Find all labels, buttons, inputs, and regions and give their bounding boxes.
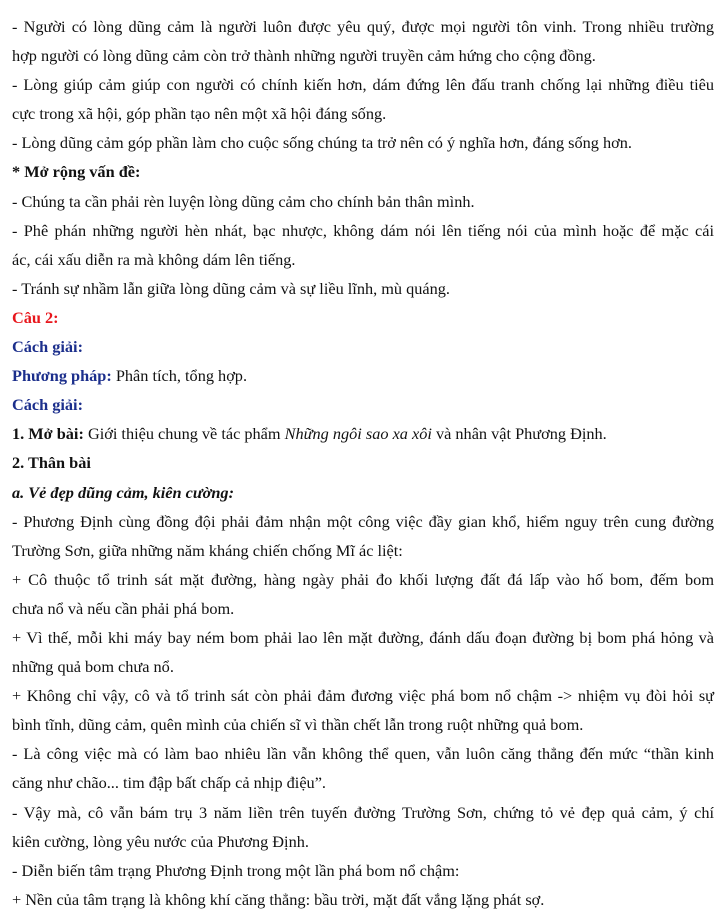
text-line xyxy=(12,157,714,186)
text-line xyxy=(12,216,714,245)
text-line xyxy=(12,885,714,914)
text-red-segment: Câu 2: xyxy=(12,307,59,327)
text-line xyxy=(12,99,714,128)
text-segment: Giới thiệu chung về tác phẩm xyxy=(83,424,285,444)
text-line xyxy=(12,798,714,827)
text-segment: Phân tích, tổng hợp. xyxy=(111,366,248,386)
text-segment: và nhân vật Phương Định. xyxy=(431,424,607,444)
text-segment: ác, cái xấu diễn ra mà không dám lên tiếng. xyxy=(12,249,296,269)
text-line xyxy=(12,478,714,507)
text-line xyxy=(12,274,714,303)
text-blue-segment: Cách giải: xyxy=(12,337,83,357)
text-line xyxy=(12,507,714,536)
text-line xyxy=(12,187,714,216)
text-bi-segment: a. Vẻ đẹp dũng cảm, kiên cường: xyxy=(12,482,234,502)
text-line xyxy=(12,70,714,99)
text-segment: - Phê phán những người hèn nhát, bạc nhược, không dám nói lên tiếng nói của mình hoặc để mặc cái xyxy=(12,220,714,240)
text-segment: chưa nổ và nếu cần phải phá bom. xyxy=(12,598,235,618)
text-line xyxy=(12,128,714,157)
text-segment: + Cô thuộc tổ trinh sát mặt đường, hàng ngày phải đo khối lượng đất đá lấp vào hố bom, đếm bom xyxy=(12,569,714,589)
text-line xyxy=(12,12,714,41)
text-line xyxy=(12,303,714,332)
text-bold-segment: 1. Mở bài: xyxy=(12,424,84,444)
text-segment: + Vì thế, mỗi khi máy bay ném bom phải lao lên mặt đường, đánh dấu đoạn đường bị bom phá hỏng và xyxy=(12,627,714,647)
text-line xyxy=(12,827,714,856)
text-line xyxy=(12,565,714,594)
text-segment: + Nền của tâm trạng là không khí căng thẳng: bầu trời, mặt đất vắng lặng phát sợ. xyxy=(12,889,545,909)
text-segment: - Diễn biến tâm trạng Phương Định trong một lần phá bom nổ chậm: xyxy=(12,860,460,880)
text-line xyxy=(12,448,714,477)
text-segment: - Người có lòng dũng cảm là người luôn được yêu quý, được mọi người tôn vinh. Trong nhiều trường xyxy=(12,17,714,36)
text-line xyxy=(12,536,714,565)
text-line xyxy=(12,739,714,768)
text-segment: hợp người có lòng dũng cảm còn trở thành những người truyền cảm hứng cho cộng đồng. xyxy=(12,46,596,66)
text-line xyxy=(12,623,714,652)
text-line xyxy=(12,41,714,70)
text-line xyxy=(12,594,714,623)
text-bold-segment: 2. Thân bài xyxy=(12,453,91,473)
text-segment: - Là công việc mà có làm bao nhiêu lần vẫn không thể quen, vẫn luôn căng thẳng đến mức “thần kinh xyxy=(12,744,714,764)
text-line xyxy=(12,681,714,710)
text-segment: - Vậy mà, cô vẫn bám trụ 3 năm liền trên tuyến đường Trường Sơn, chứng tỏ vẻ đẹp quả cảm, ý chí xyxy=(12,802,714,822)
document-body xyxy=(12,12,714,914)
text-blue-segment: Cách giải: xyxy=(12,395,83,415)
text-segment: + Không chỉ vậy, cô và tổ trinh sát còn phải đảm đương việc phá bom nổ chậm -> nhiệm vụ đòi hỏi sự xyxy=(12,686,714,706)
text-line xyxy=(12,390,714,419)
text-line xyxy=(12,856,714,885)
text-segment: - Phương Định cùng đồng đội phải đảm nhận một công việc đầy gian khổ, hiểm nguy trên cung đường xyxy=(12,511,714,531)
text-line xyxy=(12,652,714,681)
text-segment: những quả bom chưa nổ. xyxy=(12,657,174,677)
text-segment: bình tĩnh, dũng cảm, quên mình của chiến sĩ vì thần chết lẫn trong ruột những quả bom. xyxy=(12,715,584,735)
text-line xyxy=(12,710,714,739)
text-segment: - Lòng dũng cảm góp phần làm cho cuộc sống chúng ta trở nên có ý nghĩa hơn, đáng sống hơn. xyxy=(12,133,632,153)
text-line xyxy=(12,361,714,390)
text-segment: Trường Sơn, giữa những năm kháng chiến chống Mĩ ác liệt: xyxy=(12,540,403,560)
text-it-segment: Những ngôi sao xa xôi xyxy=(284,424,432,444)
text-segment: - Tránh sự nhầm lẫn giữa lòng dũng cảm và sự liều lĩnh, mù quáng. xyxy=(12,278,450,298)
text-segment: - Lòng giúp cảm giúp con người có chính kiến hơn, dám đứng lên đấu tranh chống lại những điều tiêu xyxy=(12,75,714,95)
text-bold-segment: * Mở rộng vấn đề: xyxy=(12,162,141,182)
text-line xyxy=(12,419,714,448)
text-segment: cực trong xã hội, góp phần tạo nên một xã hội đáng sống. xyxy=(12,104,387,124)
text-line xyxy=(12,332,714,361)
text-segment: - Chúng ta cần phải rèn luyện lòng dũng cảm cho chính bản thân mình. xyxy=(12,191,475,211)
text-segment: kiên cường, lòng yêu nước của Phương Định. xyxy=(12,831,309,851)
text-blue-segment: Phương pháp: xyxy=(12,366,112,386)
text-segment: căng như chão... tim đập bất chấp cả nhịp điệu”. xyxy=(12,773,326,793)
text-line xyxy=(12,768,714,797)
text-line xyxy=(12,245,714,274)
